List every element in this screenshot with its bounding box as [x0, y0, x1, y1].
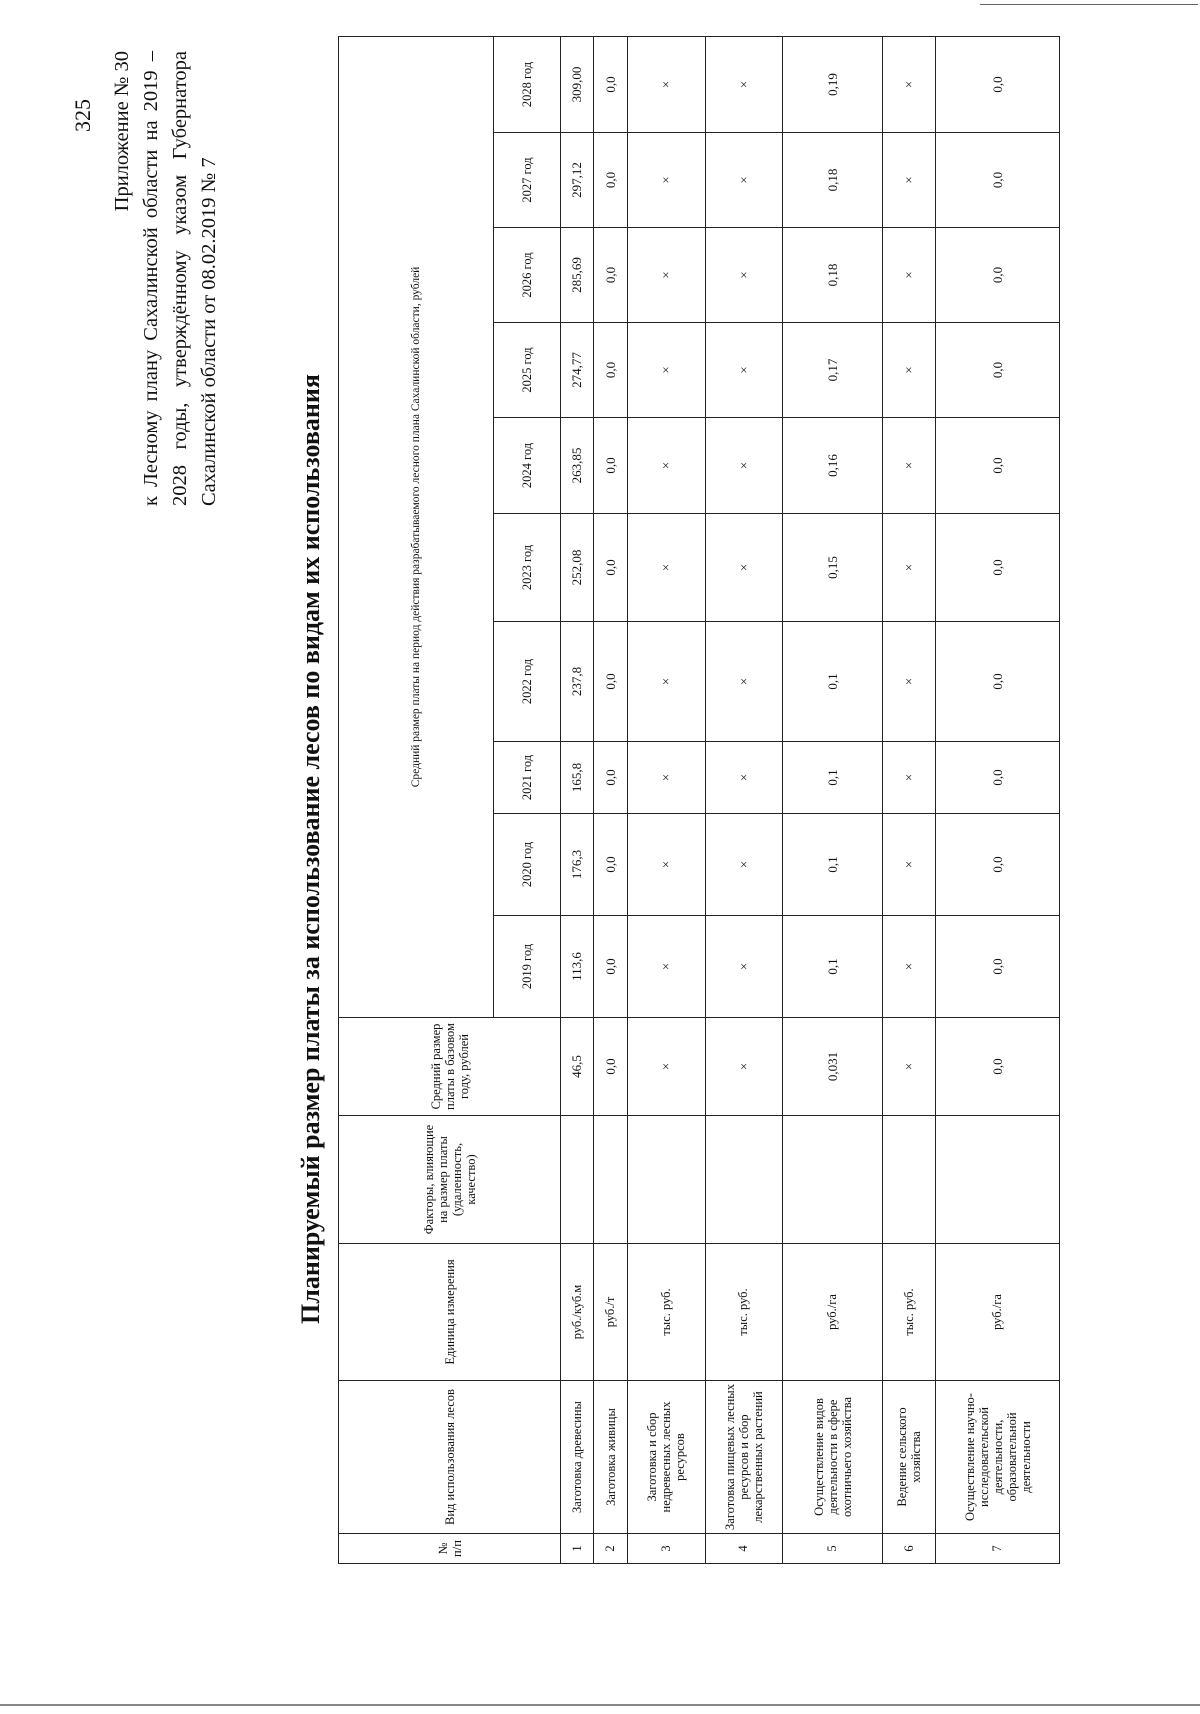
appendix-block [108, 51, 224, 506]
header-year: 2021 год [494, 742, 561, 814]
row-base: 46,5 [561, 1018, 594, 1116]
row-value: 113,6 [561, 916, 594, 1018]
row-base: 0,0 [936, 1018, 1060, 1116]
row-kind: Заготовка пищевых лесных ресурсов и сбор лекарственных растений [705, 1381, 783, 1534]
row-value: 0,17 [783, 323, 883, 418]
row-value: 0,0 [936, 418, 1060, 514]
row-value: × [705, 133, 783, 228]
row-value: 0,1 [783, 622, 883, 742]
row-value: × [883, 228, 936, 323]
row-value: 165,8 [561, 742, 594, 814]
row-base: × [627, 1018, 705, 1116]
row-factors [883, 1116, 936, 1244]
header-base: Средний размер платы в базовом году, рублей [339, 1018, 561, 1116]
row-value: 0,0 [594, 514, 627, 622]
row-value: 0,0 [936, 133, 1060, 228]
table-body [561, 36, 1060, 1563]
header-factors: Факторы, влияющие на размер платы (удаленность, качество) [339, 1116, 561, 1244]
row-unit: руб./куб.м [561, 1244, 594, 1381]
header-year: 2028 год [494, 36, 561, 132]
row-value: 297,12 [561, 133, 594, 228]
header-unit: Единица измерения [339, 1244, 561, 1381]
row-num: 5 [783, 1534, 883, 1564]
header-year: 2024 год [494, 418, 561, 514]
row-value: × [627, 514, 705, 622]
row-factors [783, 1116, 883, 1244]
forest-fee-table [338, 36, 1060, 1564]
header-year: 2019 год [494, 916, 561, 1018]
row-value: 0,0 [594, 323, 627, 418]
header-kind: Вид использования лесов [339, 1381, 561, 1534]
row-value: × [705, 622, 783, 742]
row-value: × [705, 742, 783, 814]
row-value: 176,3 [561, 814, 594, 916]
row-unit: тыс. руб. [627, 1244, 705, 1381]
row-value: × [705, 514, 783, 622]
row-unit: руб./т [594, 1244, 627, 1381]
row-value: × [705, 323, 783, 418]
row-value: 274,77 [561, 323, 594, 418]
row-base: 0,031 [783, 1018, 883, 1116]
row-value: × [705, 36, 783, 132]
row-value: × [883, 514, 936, 622]
row-value: 0,0 [936, 514, 1060, 622]
row-value: 0,1 [783, 742, 883, 814]
table-row [783, 36, 883, 1563]
header-year: 2026 год [494, 228, 561, 323]
row-value: 0,15 [783, 514, 883, 622]
row-factors [627, 1116, 705, 1244]
row-value: 0,18 [783, 133, 883, 228]
header-year: 2023 год [494, 514, 561, 622]
row-value: 0,1 [783, 814, 883, 916]
row-value: 263,85 [561, 418, 594, 514]
row-value: 0,0 [594, 622, 627, 742]
row-value: 0,0 [936, 323, 1060, 418]
row-value: × [883, 622, 936, 742]
row-value: × [627, 418, 705, 514]
row-value: 0,0 [594, 418, 627, 514]
row-num: 4 [705, 1534, 783, 1564]
row-value: 0,0 [936, 742, 1060, 814]
row-value: 0,0 [936, 228, 1060, 323]
row-value: 0,0 [594, 228, 627, 323]
table-row [627, 36, 705, 1563]
row-value: 0,0 [594, 36, 627, 132]
row-value: 252,08 [561, 514, 594, 622]
row-kind: Осуществление научно-исследовательской деятельности, образовательной деятельности [936, 1381, 1060, 1534]
table-row [705, 36, 783, 1563]
appendix-reference: к Лесному плану Сахалинской области на 2019 – 2028 годы, утверждённому указом Губернатора Сахалинской области от 08.02.2019 № 7 [140, 51, 220, 506]
row-value: 0,0 [936, 36, 1060, 132]
header-year: 2025 год [494, 323, 561, 418]
row-value: × [705, 916, 783, 1018]
row-base: × [883, 1018, 936, 1116]
row-value: × [883, 323, 936, 418]
page-number: 325 [70, 99, 95, 132]
row-value: × [627, 742, 705, 814]
row-num: 7 [936, 1534, 1060, 1564]
row-value: × [883, 418, 936, 514]
row-value: × [883, 36, 936, 132]
row-factors [936, 1116, 1060, 1244]
row-value: 0,0 [594, 814, 627, 916]
row-factors [705, 1116, 783, 1244]
row-value: 0,16 [783, 418, 883, 514]
table-row [936, 36, 1060, 1563]
row-unit: тыс. руб. [883, 1244, 936, 1381]
header-row-1 [339, 36, 494, 1563]
row-value: 0,0 [594, 916, 627, 1018]
row-value: 0,0 [936, 916, 1060, 1018]
header-year: 2020 год [494, 814, 561, 916]
row-kind: Заготовка и сбор недревесных лесных ресурсов [627, 1381, 705, 1534]
row-kind: Заготовка древесины [561, 1381, 594, 1534]
row-value: × [883, 814, 936, 916]
table-row [561, 36, 594, 1563]
table-row [594, 36, 627, 1563]
row-value: × [627, 36, 705, 132]
header-period-group: Средний размер платы на период действия разрабатываемого лесного плана Сахалинской области, рублей [339, 36, 494, 1017]
row-value: × [705, 814, 783, 916]
header-year: 2022 год [494, 622, 561, 742]
row-kind: Заготовка живицы [594, 1381, 627, 1534]
row-unit: руб./га [936, 1244, 1060, 1381]
row-value: × [627, 622, 705, 742]
row-value: 285,69 [561, 228, 594, 323]
row-value: 0,0 [936, 814, 1060, 916]
row-value: 0,18 [783, 228, 883, 323]
row-factors [561, 1116, 594, 1244]
header-num: № п/п [339, 1534, 561, 1564]
row-value: 0,0 [594, 133, 627, 228]
row-value: 0,0 [936, 622, 1060, 742]
row-value: 237,8 [561, 622, 594, 742]
row-num: 6 [883, 1534, 936, 1564]
row-value: × [627, 133, 705, 228]
row-value: 0,0 [594, 742, 627, 814]
row-base: × [705, 1018, 783, 1116]
row-value: × [627, 228, 705, 323]
row-num: 3 [627, 1534, 705, 1564]
row-num: 2 [594, 1534, 627, 1564]
page-title: Планируемый размер платы за использование лесов по видам их использования [296, 374, 325, 1324]
row-value: × [705, 418, 783, 514]
row-value: × [705, 228, 783, 323]
row-factors [594, 1116, 627, 1244]
table-row [883, 36, 936, 1563]
row-value: × [627, 323, 705, 418]
header-year: 2027 год [494, 133, 561, 228]
row-unit: тыс. руб. [705, 1244, 783, 1381]
row-value: × [883, 133, 936, 228]
row-base: 0,0 [594, 1018, 627, 1116]
row-kind: Ведение сельского хозяйства [883, 1381, 936, 1534]
row-value: × [883, 916, 936, 1018]
row-value: × [627, 916, 705, 1018]
row-value: × [627, 814, 705, 916]
row-value: 309,00 [561, 36, 594, 132]
row-value: 0,1 [783, 916, 883, 1018]
appendix-number: Приложение № 30 [111, 51, 133, 212]
row-value: 0,19 [783, 36, 883, 132]
row-value: × [883, 742, 936, 814]
row-kind: Осуществление видов деятельности в сфере охотничьего хозяйства [783, 1381, 883, 1534]
row-num: 1 [561, 1534, 594, 1564]
row-unit: руб./га [783, 1244, 883, 1381]
